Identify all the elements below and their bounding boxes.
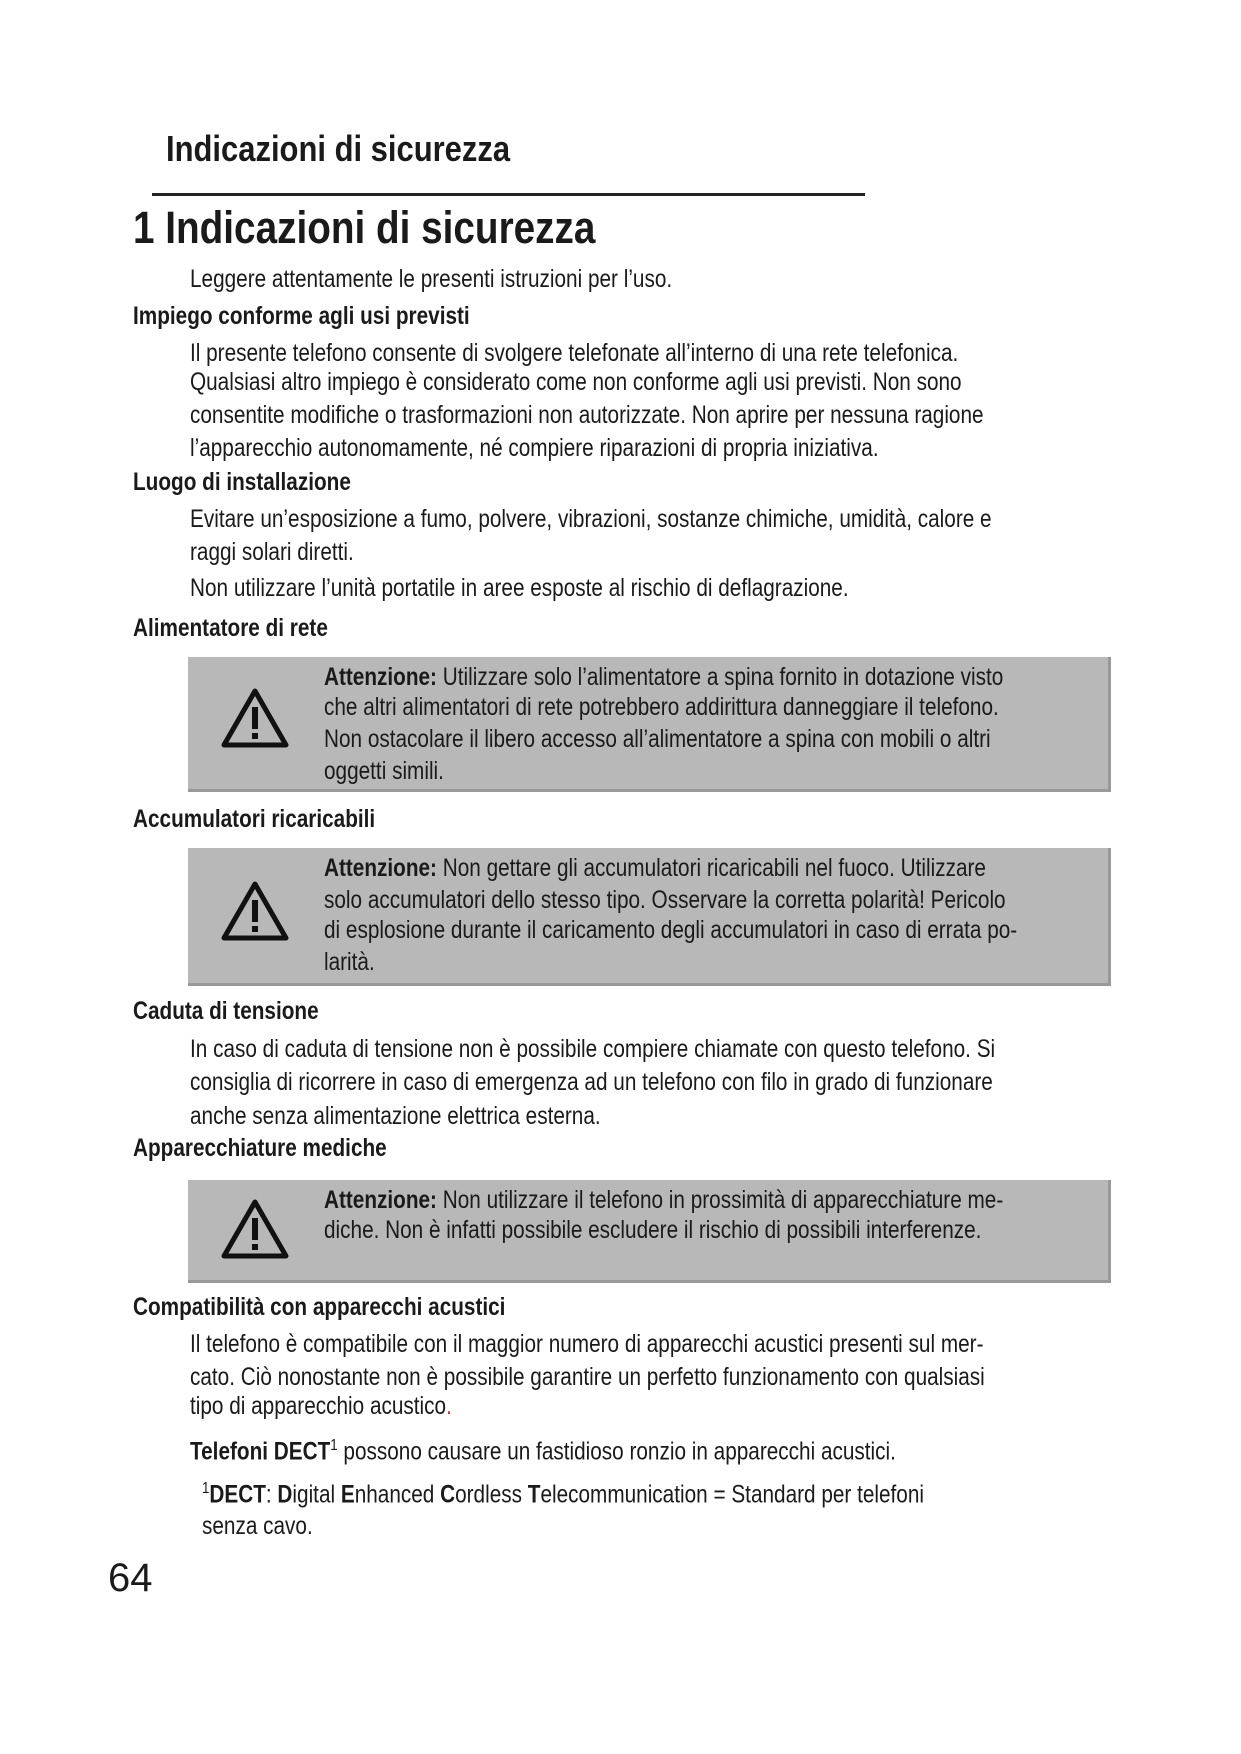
warning-box-alimentatore <box>188 657 1111 792</box>
accent-period: . <box>446 1392 452 1420</box>
warning-label: Attenzione: <box>324 663 437 691</box>
section-heading-mediche: Apparecchiature mediche <box>133 1134 387 1162</box>
page-number: 64 <box>108 1556 153 1600</box>
warning-box-accumulatori <box>188 848 1111 986</box>
paragraph-line: consiglia di ricorrere in caso di emergenza ad un telefono con filo in grado di funzionare <box>190 1068 993 1096</box>
dect-text: possono causare un fastidioso ronzio in apparecchi acustici. <box>337 1437 896 1466</box>
warning-label: Attenzione: <box>324 1186 437 1214</box>
paragraph-line: Non utilizzare l’unità portatile in aree esposte al rischio di deflagrazione. <box>190 574 849 602</box>
warning-text: che altri alimentatori di rete potrebbero addirittura danneggiare il telefono. <box>324 693 999 721</box>
paragraph-line: l’apparecchio autonomamente, né compiere riparazioni di propria iniziativa. <box>190 434 879 462</box>
warning-text: solo accumulatori dello stesso tipo. Osservare la corretta polarità! Pericolo <box>324 886 1006 914</box>
section-heading-compatibilita: Compatibilità con apparecchi acustici <box>133 1293 506 1321</box>
footnote-term: DECT <box>209 1480 266 1509</box>
warning-triangle-icon <box>220 880 290 942</box>
paragraph-line: tipo di apparecchio acustico <box>190 1392 447 1420</box>
warning-text: di esplosione durante il caricamento degli accumulatori in caso di errata po- <box>324 916 1018 944</box>
paragraph-line: Evitare un’esposizione a fumo, polvere, vibrazioni, sostanze chimiche, umidità, calore e <box>190 505 992 533</box>
dect-line <box>190 1430 896 1467</box>
warning-text: Utilizzare solo l’alimentatore a spina fornito in dotazione visto <box>442 663 1004 691</box>
paragraph-line: Il telefono è compatibile con il maggior numero di apparecchi acustici presenti sul mer- <box>190 1330 984 1358</box>
warning-text: Non gettare gli accumulatori ricaricabili nel fuoco. Utilizzare <box>442 854 986 882</box>
section-heading-caduta: Caduta di tensione <box>133 997 319 1025</box>
paragraph-line: Qualsiasi altro impiego è considerato come non conforme agli usi previsti. Non sono <box>190 368 962 396</box>
warning-box-mediche <box>188 1180 1111 1283</box>
header-rule <box>152 193 865 196</box>
intro-text: Leggere attentamente le presenti istruzioni per l’uso. <box>190 265 673 293</box>
warning-triangle-icon <box>220 1198 290 1260</box>
paragraph-line: anche senza alimentazione elettrica esterna. <box>190 1102 601 1130</box>
footnote-ref: 1 <box>330 1437 338 1454</box>
warning-triangle-icon <box>220 687 290 749</box>
paragraph-line: raggi solari diretti. <box>190 538 354 566</box>
warning-text: oggetti simili. <box>324 757 444 785</box>
paragraph-line: consentite modifiche o trasformazioni non autorizzate. Non aprire per nessuna ragione <box>190 401 984 429</box>
paragraph-line: cato. Ciò nonostante non è possibile garantire un perfetto funzionamento con qualsiasi <box>190 1363 985 1391</box>
section-heading-alimentatore: Alimentatore di rete <box>133 614 328 642</box>
warning-text: Non utilizzare il telefono in prossimità di apparecchiature me- <box>442 1186 1004 1214</box>
section-heading-accumulatori: Accumulatori ricaricabili <box>133 805 376 833</box>
warning-text: Non ostacolare il libero accesso all’alimentatore a spina con mobili o altri <box>324 725 991 753</box>
warning-label: Attenzione: <box>324 854 437 882</box>
footnote-line-2: senza cavo. <box>202 1512 313 1540</box>
warning-text: larità. <box>324 948 375 976</box>
paragraph-line: Il presente telefono consente di svolgere telefonate all’interno di una rete telefonica. <box>190 339 959 367</box>
footnote: $^1$DECT: Digital Enhanced Cordless Telecommunication = Standard per telefoni <box>202 1480 924 1509</box>
running-head: Indicazioni di sicurezza <box>166 128 511 169</box>
warning-text: diche. Non è infatti possibile escludere il rischio di possibili interferenze. <box>324 1216 982 1244</box>
section-heading-impiego: Impiego conforme agli usi previsti <box>133 302 470 330</box>
footnote-marker: 1 <box>202 1480 210 1497</box>
section-heading-luogo: Luogo di installazione <box>133 468 351 496</box>
page-title: 1 Indicazioni di sicurezza <box>133 202 596 253</box>
paragraph-line: In caso di caduta di tensione non è possibile compiere chiamate con questo telefono. Si <box>190 1035 996 1063</box>
dect-bold-term: Telefoni DECT <box>190 1437 331 1466</box>
